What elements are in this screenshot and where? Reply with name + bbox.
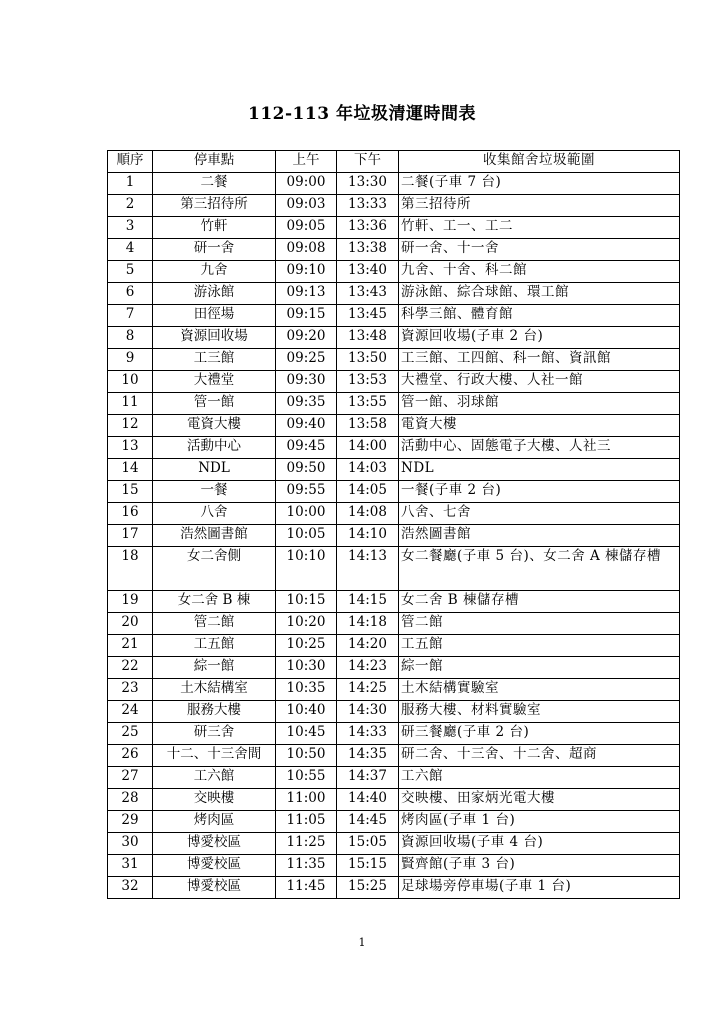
cell-collection-area: 交映樓、田家炳光電大樓 — [399, 789, 680, 811]
cell-collection-area: NDL — [399, 459, 680, 481]
cell-order: 4 — [108, 239, 153, 261]
cell-morning-time: 11:00 — [276, 789, 337, 811]
cell-order: 30 — [108, 833, 153, 855]
cell-morning-time: 09:15 — [276, 305, 337, 327]
cell-stop: 女二舍側 — [153, 547, 276, 591]
cell-afternoon-time: 15:25 — [337, 877, 399, 899]
cell-order: 29 — [108, 811, 153, 833]
cell-afternoon-time: 14:37 — [337, 767, 399, 789]
cell-stop: 烤肉區 — [153, 811, 276, 833]
cell-collection-area: 資源回收場(子車 2 台) — [399, 327, 680, 349]
table-row — [108, 261, 680, 283]
cell-order: 31 — [108, 855, 153, 877]
cell-order: 22 — [108, 657, 153, 679]
cell-morning-time: 11:25 — [276, 833, 337, 855]
cell-order: 13 — [108, 437, 153, 459]
cell-morning-time: 10:00 — [276, 503, 337, 525]
cell-morning-time: 11:45 — [276, 877, 337, 899]
cell-afternoon-time: 13:50 — [337, 349, 399, 371]
cell-morning-time: 09:08 — [276, 239, 337, 261]
cell-afternoon-time: 13:55 — [337, 393, 399, 415]
table-row — [108, 855, 680, 877]
cell-stop: 九舍 — [153, 261, 276, 283]
table-row — [108, 679, 680, 701]
cell-order: 7 — [108, 305, 153, 327]
header-morning: 上午 — [276, 151, 337, 173]
cell-collection-area: 浩然圖書館 — [399, 525, 680, 547]
cell-stop: 博愛校區 — [153, 877, 276, 899]
table-row — [108, 811, 680, 833]
cell-order: 28 — [108, 789, 153, 811]
cell-collection-area: 竹軒、工一、工二 — [399, 217, 680, 239]
cell-morning-time: 10:25 — [276, 635, 337, 657]
cell-afternoon-time: 15:05 — [337, 833, 399, 855]
cell-collection-area: 二餐(子車 7 台) — [399, 173, 680, 195]
cell-order: 12 — [108, 415, 153, 437]
cell-morning-time: 10:55 — [276, 767, 337, 789]
cell-afternoon-time: 14:35 — [337, 745, 399, 767]
cell-collection-area: 第三招待所 — [399, 195, 680, 217]
cell-morning-time: 11:05 — [276, 811, 337, 833]
cell-order: 32 — [108, 877, 153, 899]
cell-stop: 管一館 — [153, 393, 276, 415]
cell-order: 16 — [108, 503, 153, 525]
cell-collection-area: 工三館、工四館、科一館、資訊館 — [399, 349, 680, 371]
cell-afternoon-time: 14:40 — [337, 789, 399, 811]
cell-afternoon-time: 14:18 — [337, 613, 399, 635]
table-row — [108, 723, 680, 745]
cell-collection-area: 研三餐廳(子車 2 台) — [399, 723, 680, 745]
cell-collection-area: 賢齊館(子車 3 台) — [399, 855, 680, 877]
cell-stop: 電資大樓 — [153, 415, 276, 437]
cell-order: 11 — [108, 393, 153, 415]
table-row — [108, 525, 680, 547]
cell-afternoon-time: 13:40 — [337, 261, 399, 283]
cell-afternoon-time: 14:25 — [337, 679, 399, 701]
table-row — [108, 349, 680, 371]
table-row — [108, 877, 680, 899]
cell-order: 19 — [108, 591, 153, 613]
cell-stop: 游泳館 — [153, 283, 276, 305]
table-row — [108, 789, 680, 811]
cell-collection-area: 女二舍 B 棟儲存槽 — [399, 591, 680, 613]
cell-stop: 十二、十三舍間 — [153, 745, 276, 767]
table-row — [108, 701, 680, 723]
table-row — [108, 481, 680, 503]
cell-afternoon-time: 13:33 — [337, 195, 399, 217]
cell-morning-time: 09:13 — [276, 283, 337, 305]
page-number: 1 — [358, 936, 366, 949]
cell-stop: 博愛校區 — [153, 833, 276, 855]
cell-stop: 女二舍 B 棟 — [153, 591, 276, 613]
cell-afternoon-time: 13:30 — [337, 173, 399, 195]
cell-order: 3 — [108, 217, 153, 239]
cell-stop: 交映樓 — [153, 789, 276, 811]
cell-collection-area: 土木結構實驗室 — [399, 679, 680, 701]
cell-stop: 綜一館 — [153, 657, 276, 679]
table-row — [108, 415, 680, 437]
cell-morning-time: 10:50 — [276, 745, 337, 767]
cell-collection-area: 九舍、十舍、科二館 — [399, 261, 680, 283]
cell-collection-area: 管一館、羽球館 — [399, 393, 680, 415]
cell-collection-area: 電資大樓 — [399, 415, 680, 437]
cell-morning-time: 09:03 — [276, 195, 337, 217]
cell-morning-time: 09:00 — [276, 173, 337, 195]
cell-morning-time: 09:20 — [276, 327, 337, 349]
cell-morning-time: 11:35 — [276, 855, 337, 877]
table-row — [108, 459, 680, 481]
cell-order: 17 — [108, 525, 153, 547]
table-row — [108, 195, 680, 217]
cell-stop: 活動中心 — [153, 437, 276, 459]
cell-morning-time: 09:35 — [276, 393, 337, 415]
cell-stop: 第三招待所 — [153, 195, 276, 217]
table-row — [108, 503, 680, 525]
cell-collection-area: 足球場旁停車場(子車 1 台) — [399, 877, 680, 899]
cell-collection-area: 女二餐廳(子車 5 台)、女二舍 A 棟儲存槽 — [399, 547, 680, 591]
cell-order: 26 — [108, 745, 153, 767]
table-header-row — [108, 151, 680, 173]
cell-stop: 一餐 — [153, 481, 276, 503]
cell-afternoon-time: 14:33 — [337, 723, 399, 745]
table-row — [108, 305, 680, 327]
cell-morning-time: 10:10 — [276, 547, 337, 591]
cell-collection-area: 烤肉區(子車 1 台) — [399, 811, 680, 833]
cell-morning-time: 09:55 — [276, 481, 337, 503]
cell-order: 27 — [108, 767, 153, 789]
cell-stop: 工六館 — [153, 767, 276, 789]
table-row — [108, 833, 680, 855]
cell-stop: 土木結構室 — [153, 679, 276, 701]
cell-collection-area: 工六館 — [399, 767, 680, 789]
cell-collection-area: 研一舍、十一舍 — [399, 239, 680, 261]
cell-morning-time: 10:35 — [276, 679, 337, 701]
cell-collection-area: 資源回收場(子車 4 台) — [399, 833, 680, 855]
cell-morning-time: 10:30 — [276, 657, 337, 679]
cell-afternoon-time: 14:23 — [337, 657, 399, 679]
cell-stop: 工五館 — [153, 635, 276, 657]
cell-morning-time: 09:40 — [276, 415, 337, 437]
header-afternoon: 下午 — [337, 151, 399, 173]
cell-afternoon-time: 13:53 — [337, 371, 399, 393]
table-row — [108, 745, 680, 767]
cell-collection-area: 八舍、七舍 — [399, 503, 680, 525]
cell-afternoon-time: 14:10 — [337, 525, 399, 547]
cell-order: 8 — [108, 327, 153, 349]
table-row — [108, 547, 680, 591]
cell-collection-area: 科學三館、體育館 — [399, 305, 680, 327]
cell-collection-area: 管二館 — [399, 613, 680, 635]
cell-order: 2 — [108, 195, 153, 217]
cell-order: 10 — [108, 371, 153, 393]
cell-stop: 八舍 — [153, 503, 276, 525]
table-row — [108, 371, 680, 393]
cell-afternoon-time: 14:45 — [337, 811, 399, 833]
cell-afternoon-time: 14:00 — [337, 437, 399, 459]
cell-order: 20 — [108, 613, 153, 635]
cell-afternoon-time: 13:43 — [337, 283, 399, 305]
cell-afternoon-time: 14:13 — [337, 547, 399, 591]
table-row — [108, 283, 680, 305]
cell-stop: 研三舍 — [153, 723, 276, 745]
table-row — [108, 767, 680, 789]
cell-afternoon-time: 13:36 — [337, 217, 399, 239]
cell-morning-time: 10:15 — [276, 591, 337, 613]
cell-afternoon-time: 14:08 — [337, 503, 399, 525]
cell-afternoon-time: 13:48 — [337, 327, 399, 349]
cell-afternoon-time: 14:30 — [337, 701, 399, 723]
cell-stop: 田徑場 — [153, 305, 276, 327]
cell-collection-area: 綜一館 — [399, 657, 680, 679]
cell-morning-time: 09:45 — [276, 437, 337, 459]
cell-stop: 工三館 — [153, 349, 276, 371]
table-row — [108, 437, 680, 459]
cell-afternoon-time: 15:15 — [337, 855, 399, 877]
cell-order: 5 — [108, 261, 153, 283]
table-row — [108, 591, 680, 613]
header-collection-area: 收集館舍垃圾範圍 — [399, 151, 680, 173]
cell-order: 6 — [108, 283, 153, 305]
cell-order: 9 — [108, 349, 153, 371]
cell-collection-area: 一餐(子車 2 台) — [399, 481, 680, 503]
cell-order: 14 — [108, 459, 153, 481]
cell-stop: 管二館 — [153, 613, 276, 635]
cell-stop: 研一舍 — [153, 239, 276, 261]
table-row — [108, 327, 680, 349]
cell-afternoon-time: 14:20 — [337, 635, 399, 657]
cell-stop: 浩然圖書館 — [153, 525, 276, 547]
cell-collection-area: 游泳館、綜合球館、環工館 — [399, 283, 680, 305]
table-row — [108, 613, 680, 635]
cell-order: 1 — [108, 173, 153, 195]
cell-order: 18 — [108, 547, 153, 591]
cell-collection-area: 服務大樓、材料實驗室 — [399, 701, 680, 723]
cell-afternoon-time: 14:03 — [337, 459, 399, 481]
cell-morning-time: 09:05 — [276, 217, 337, 239]
cell-morning-time: 10:40 — [276, 701, 337, 723]
cell-collection-area: 活動中心、固態電子大樓、人社三 — [399, 437, 680, 459]
cell-morning-time: 09:10 — [276, 261, 337, 283]
table-row — [108, 217, 680, 239]
table-row — [108, 393, 680, 415]
header-stop: 停車點 — [153, 151, 276, 173]
schedule-table — [107, 150, 680, 899]
cell-stop: 二餐 — [153, 173, 276, 195]
document-title: 112-113 年垃圾清運時間表 — [248, 104, 476, 124]
cell-morning-time: 10:05 — [276, 525, 337, 547]
table-row — [108, 239, 680, 261]
cell-morning-time: 09:30 — [276, 371, 337, 393]
schedule-body — [108, 173, 680, 899]
cell-stop: 服務大樓 — [153, 701, 276, 723]
cell-order: 25 — [108, 723, 153, 745]
cell-morning-time: 10:20 — [276, 613, 337, 635]
cell-stop: 大禮堂 — [153, 371, 276, 393]
cell-afternoon-time: 13:45 — [337, 305, 399, 327]
cell-afternoon-time: 13:58 — [337, 415, 399, 437]
cell-order: 23 — [108, 679, 153, 701]
cell-stop: NDL — [153, 459, 276, 481]
header-order: 順序 — [108, 151, 153, 173]
cell-stop: 博愛校區 — [153, 855, 276, 877]
cell-afternoon-time: 13:38 — [337, 239, 399, 261]
cell-morning-time: 09:25 — [276, 349, 337, 371]
cell-order: 24 — [108, 701, 153, 723]
cell-afternoon-time: 14:05 — [337, 481, 399, 503]
table-row — [108, 635, 680, 657]
table-row — [108, 173, 680, 195]
cell-afternoon-time: 14:15 — [337, 591, 399, 613]
table-row — [108, 657, 680, 679]
cell-collection-area: 工五館 — [399, 635, 680, 657]
cell-morning-time: 09:50 — [276, 459, 337, 481]
cell-stop: 資源回收場 — [153, 327, 276, 349]
cell-order: 15 — [108, 481, 153, 503]
cell-morning-time: 10:45 — [276, 723, 337, 745]
cell-order: 21 — [108, 635, 153, 657]
cell-collection-area: 大禮堂、行政大樓、人社一館 — [399, 371, 680, 393]
cell-stop: 竹軒 — [153, 217, 276, 239]
cell-collection-area: 研二舍、十三舍、十二舍、超商 — [399, 745, 680, 767]
